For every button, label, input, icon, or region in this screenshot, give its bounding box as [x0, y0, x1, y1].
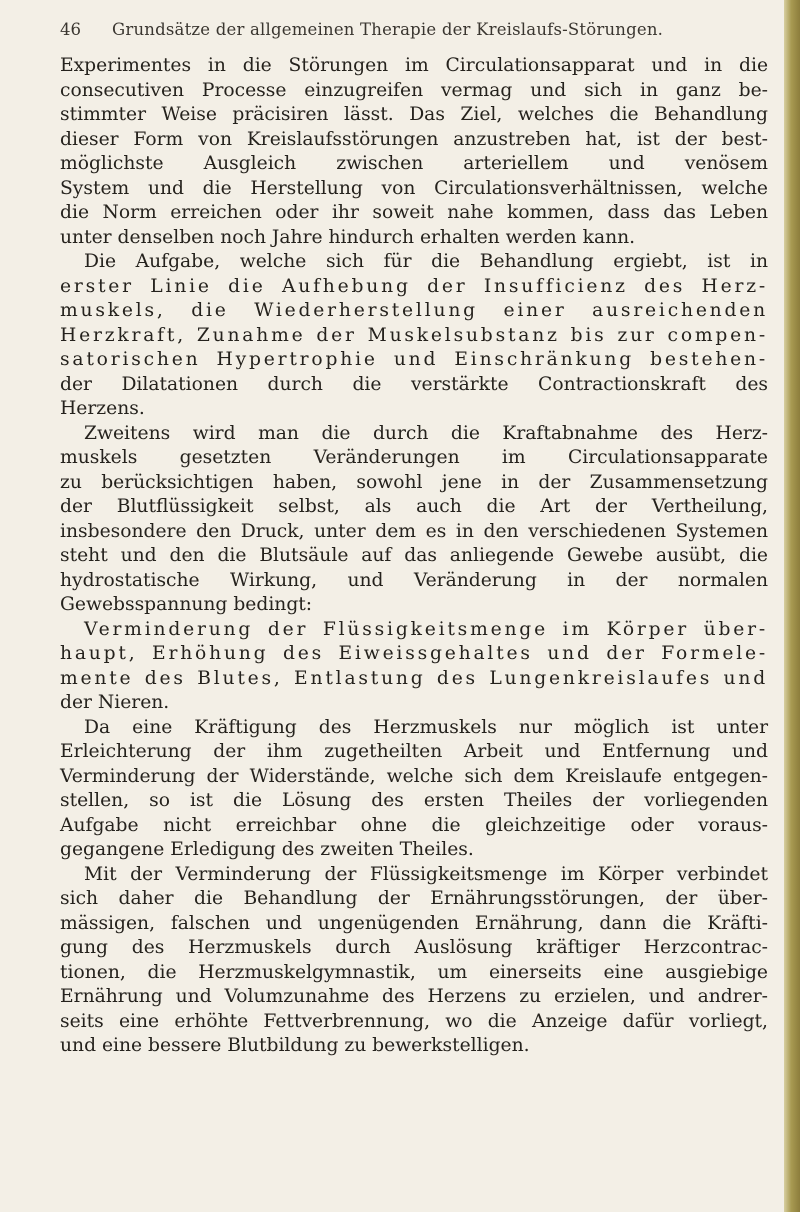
text-line: die Norm erreichen oder ihr soweit nahe kommen, dass das Leben [60, 202, 768, 223]
text-line: Erleichterung der ihm zugetheilten Arbeit und Entfernung und [60, 741, 768, 762]
text-line: Verminderung der Widerstände, welche sich dem Kreislaufe entgegen- [60, 765, 768, 787]
text-line: der Blutflüssigkeit selbst, als auch die Art der Vertheilung, [60, 496, 768, 517]
text-line: dieser Form von Kreislaufsstörungen anzustreben hat, ist der best- [60, 128, 768, 150]
text-line: Verminderung der Flüssigkeitsmenge im Körper über- [84, 618, 768, 640]
text-line: Herzkraft, Zunahme der Muskelsubstanz bis zur compen- [60, 324, 768, 346]
text-line: Experimentes in die Störungen im Circulationsapparat und in die [60, 55, 768, 76]
page-edge [784, 0, 800, 1212]
text-line: gegangene Erledigung des zweiten Theiles. [60, 839, 474, 860]
running-title: Grundsätze der allgemeinen Therapie der Kreislaufs-Störungen. [112, 20, 664, 39]
text-line: stimmter Weise präcisiren lässt. Das Ziel, welches die Behandlung [60, 104, 768, 125]
text-line: Aufgabe nicht erreichbar ohne die gleichzeitige oder voraus- [60, 814, 768, 836]
text-line: hydrostatische Wirkung, und Veränderung in der normalen [60, 569, 768, 591]
text-line: tionen, die Herzmuskelgymnastik, um einerseits eine ausgiebige [60, 961, 768, 983]
body-text [60, 54, 768, 1059]
text-line: der Dilatationen durch die verstärkte Contractionskraft des [60, 373, 768, 395]
page-number: 46 [60, 20, 81, 39]
text-line: erster Linie die Aufhebung der Insufficienz des Herz- [60, 275, 768, 297]
text-line: steht und den die Blutsäule auf das anliegende Gewebe ausübt, die [60, 545, 768, 566]
text-line: insbesondere den Druck, unter dem es in den verschiedenen Systemen [60, 520, 768, 542]
text-line: mässigen, falschen und ungenügenden Ernährung, dann die Kräfti- [60, 912, 768, 934]
text-line: Gewebsspannung bedingt: [60, 594, 313, 615]
text-line: zu berücksichtigen haben, sowohl jene in der Zusammensetzung [60, 471, 768, 493]
text-line: möglichste Ausgleich zwischen arteriellem und venösem [60, 153, 768, 174]
text-line: Ernährung und Volumzunahme des Herzens zu erzielen, und andrer- [60, 986, 768, 1007]
text-line: und eine bessere Blutbildung zu bewerkstelligen. [60, 1035, 530, 1056]
text-line: Da eine Kräftigung des Herzmuskels nur möglich ist unter [84, 716, 768, 738]
text-line: consecutiven Processe einzugreifen vermag und sich in ganz be- [60, 79, 768, 101]
text-line: Herzens. [60, 398, 145, 419]
text-line: stellen, so ist die Lösung des ersten Theiles der vorliegenden [60, 790, 768, 811]
text-line: Die Aufgabe, welche sich für die Behandlung ergiebt, ist in [84, 251, 768, 272]
text-line: unter denselben noch Jahre hindurch erhalten werden kann. [60, 226, 636, 248]
text-line: muskels, die Wiederherstellung einer ausreichenden [60, 300, 768, 321]
text-line: seits eine erhöhte Fettverbrennung, wo die Anzeige dafür vorliegt, [60, 1010, 768, 1032]
text-line: sich daher die Behandlung der Ernährungsstörungen, der über- [60, 888, 768, 909]
text-line: gung des Herzmuskels durch Auslösung kräftiger Herzcontrac- [60, 937, 768, 958]
text-line: haupt, Erhöhung des Eiweissgehaltes und der Formele- [60, 643, 768, 664]
text-line: mente des Blutes, Entlastung des Lungenkreislaufes und [60, 667, 768, 689]
page-header [60, 20, 760, 50]
text-line: System und die Herstellung von Circulationsverhältnissen, welche [60, 177, 768, 199]
text-line: muskels gesetzten Veränderungen im Circulationsapparate [60, 447, 768, 468]
text-line: satorischen Hypertrophie und Einschränkung bestehen- [60, 349, 768, 370]
text-line: Zweitens wird man die durch die Kraftabnahme des Herz- [84, 422, 768, 444]
text-line: der Nieren. [60, 692, 170, 713]
text-line: Mit der Verminderung der Flüssigkeitsmenge im Körper verbindet [84, 863, 768, 885]
